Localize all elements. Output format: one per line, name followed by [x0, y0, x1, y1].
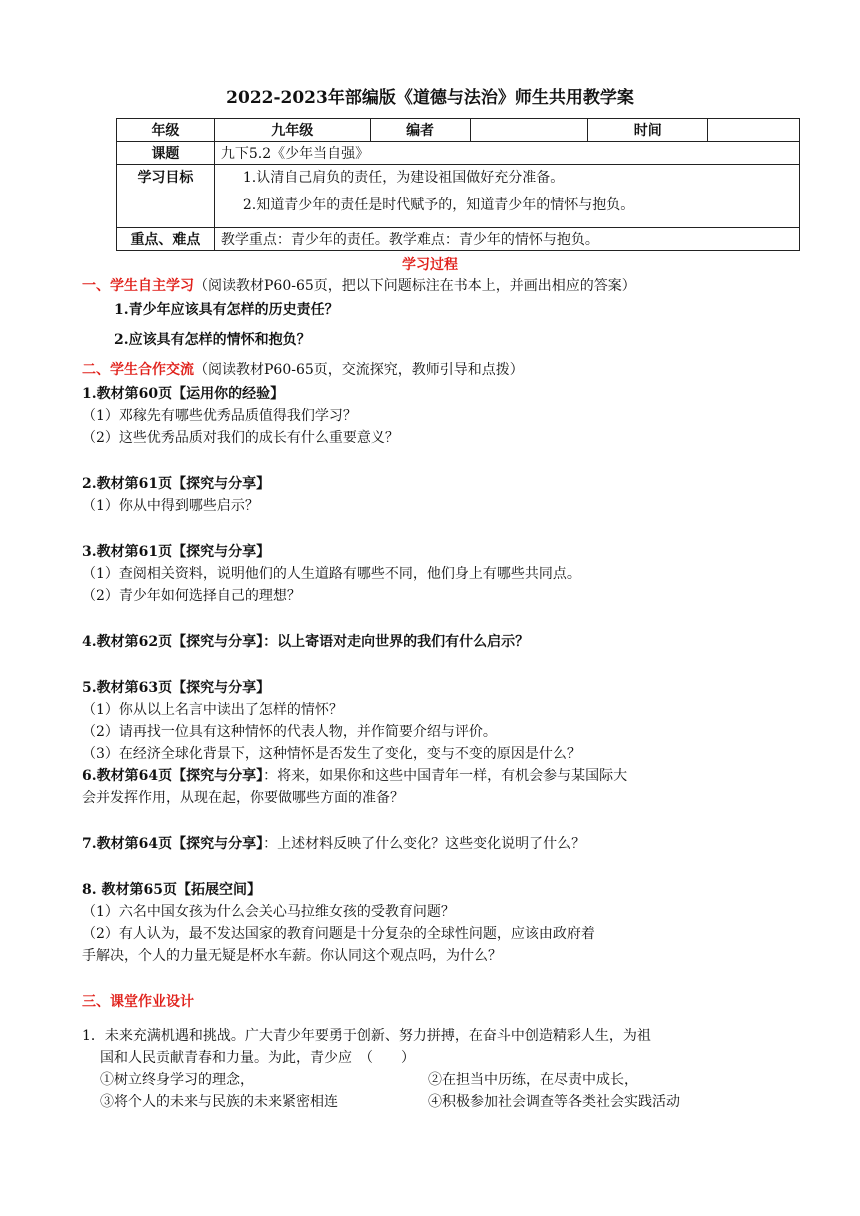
- section1-heading-line: [82, 276, 636, 296]
- item-6-line-2: 会并发挥作用，从现在起，你要做哪些方面的准备？: [82, 790, 404, 806]
- item-6-title: 6.教材第64页【探究与分享】: [82, 768, 264, 784]
- item-8-sub-3: 手解决，个人的力量无疑是杯水车薪。你认同这个观点吗，为什么？: [82, 948, 502, 964]
- q1-option-1: ①树立终身学习的理念，: [100, 1072, 254, 1088]
- section2-note: （阅读教材P60-65页，交流探究，教师引导和点拨）: [194, 362, 524, 378]
- item-7-line: [82, 834, 585, 854]
- item-2-sub-1: （1）你从中得到哪些启示？: [82, 498, 259, 514]
- item-1-sub-1: （1）邓稼先有哪些优秀品质值得我们学习？: [82, 408, 357, 424]
- goal-1: 1.认清自己肩负的责任，为建设祖国做好充分准备。: [242, 170, 565, 186]
- item-8-sub-2: （2）有人认为，最不发达国家的教育问题是十分复杂的全球性问题，应该由政府着: [82, 926, 595, 942]
- process-heading: 学习过程: [402, 257, 458, 273]
- q1-line-2: 国和人民贡献青春和力量。为此，青少应 （ ）: [100, 1050, 415, 1066]
- item-8-sub-1: （1）六名中国女孩为什么会关心马拉维女孩的受教育问题？: [82, 904, 455, 920]
- item-8-title: 8. 教材第65页【拓展空间】: [82, 882, 261, 898]
- section1-question-2: 2.应该具有怎样的情怀和抱负？: [114, 332, 311, 348]
- editor-label: 编者: [370, 119, 470, 142]
- grade-value: 九年级: [214, 119, 370, 142]
- section1-note: （阅读教材P60-65页，把以下问题标注在书本上，并画出相应的答案）: [194, 278, 636, 294]
- item-7-rest: ：上述材料反映了什么变化？这些变化说明了什么？: [263, 836, 586, 852]
- time-label: 时间: [588, 119, 708, 142]
- editor-value: [470, 119, 588, 142]
- item-4-title: 4.教材第62页【探究与分享】：以上寄语对走向世界的我们有什么启示？: [82, 634, 530, 650]
- item-1-title: 1.教材第60页【运用你的经验】: [82, 386, 285, 402]
- section2-heading: 二、学生合作交流: [82, 362, 194, 378]
- item-6-rest: ：将来，如果你和这些中国青年一样，有机会参与某国际大: [263, 768, 628, 784]
- section1-question-1: 1.青少年应该具有怎样的历史责任？: [114, 302, 339, 318]
- goal-2: 2.知道青少年的责任是时代赋予的，知道青少年的情怀与抱负。: [242, 197, 635, 213]
- item-3-title: 3.教材第61页【探究与分享】: [82, 544, 271, 560]
- item-6-line-1: [82, 766, 627, 786]
- item-2-title: 2.教材第61页【探究与分享】: [82, 476, 271, 492]
- item-1-sub-2: （2）这些优秀品质对我们的成长有什么重要意义？: [82, 430, 399, 446]
- item-7-title: 7.教材第64页【探究与分享】: [82, 836, 264, 852]
- document-title: 2022-2023年部编版《道德与法治》师生共用教学案: [226, 88, 634, 108]
- q1-option-2: ②在担当中历练，在尽责中成长，: [428, 1072, 638, 1088]
- goals-cell: [214, 165, 799, 228]
- section2-heading-line: [82, 360, 524, 380]
- item-3-sub-2: （2）青少年如何选择自己的理想？: [82, 588, 301, 604]
- topic-value: 九下5.2《少年当自强》: [214, 142, 799, 165]
- q1-option-3: ③将个人的未来与民族的未来紧密相连: [100, 1094, 338, 1110]
- grade-label: 年级: [117, 119, 215, 142]
- q1-option-4: ④积极参加社会调查等各类社会实践活动: [428, 1094, 680, 1110]
- q1-line-1: 1．未来充满机遇和挑战。广大青少年要勇于创新、努力拼搏，在奋斗中创造精彩人生，为祖: [82, 1028, 651, 1044]
- keypoints-label: 重点、难点: [117, 228, 215, 251]
- keypoints-value: 教学重点：青少年的责任。教学难点：青少年的情怀与抱负。: [214, 228, 799, 251]
- item-5-sub-1: （1）你从以上名言中读出了怎样的情怀？: [82, 702, 343, 718]
- section1-heading: 一、学生自主学习: [82, 278, 194, 294]
- goals-label: 学习目标: [117, 165, 215, 228]
- section3-heading: 三、课堂作业设计: [82, 994, 194, 1010]
- item-5-sub-2: （2）请再找一位具有这种情怀的代表人物，并作简要介绍与评价。: [82, 724, 497, 740]
- topic-label: 课题: [117, 142, 215, 165]
- info-table: [116, 118, 800, 251]
- item-5-title: 5.教材第63页【探究与分享】: [82, 680, 271, 696]
- item-3-sub-1: （1）查阅相关资料，说明他们的人生道路有哪些不同，他们身上有哪些共同点。: [82, 566, 581, 582]
- item-5-sub-3: （3）在经济全球化背景下，这种情怀是否发生了变化，变与不变的原因是什么？: [82, 746, 581, 762]
- time-value: [708, 119, 800, 142]
